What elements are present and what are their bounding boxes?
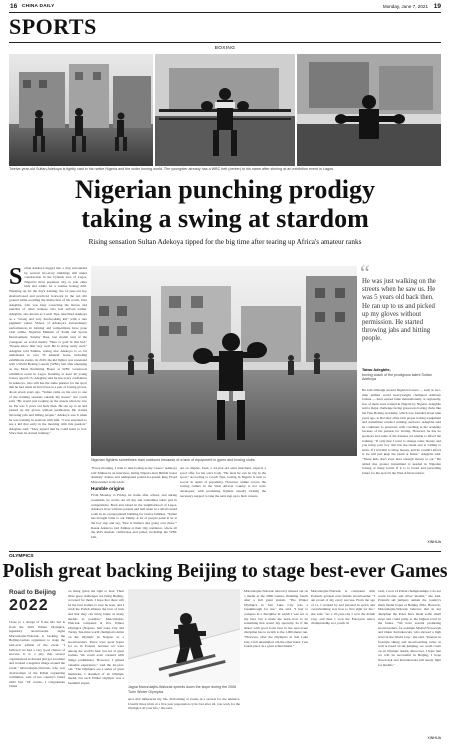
- main-article-col1-extension: [9, 458, 87, 542]
- second-article-col6: total, I won 14 Polish championships. I do not count bronze and silver medals," she said. Poland's ski jumpers remain the country's main medal hopes at Beijing 2022. However, Marczulajtis-Walczak believes that in her discipline the Poles have made some small steps and could jump to the highest level in the future. "We have several promising snowboarders, for example Michal Nowaczyk and Oskar Kwiatkowski, who showed a high level in the World Cup," she said. "Interest in freestyle skiing and snowboarding twins as well is based on ski jumping, we could count on an Olympic medal. Moreover, I hope that we will be successful in Beijing, I hope Nowaczyk and Kwiatkowski will surely fight for medals.": [378, 589, 441, 667]
- middle-photo-caption: Nigerian fighters sometimes train outdoors because of a lack of equipment in gyms and boxing clubs.: [91, 458, 256, 462]
- section-kicker: BOXING: [214, 46, 236, 51]
- main-article-col2a: "Every morning, I want to take boxing as my career," Adekoya told Xinhua in an interview, listing Nigeria-born British boxer Anthony Joshua and undisputed pound-for-pound king Floyd Mayweather as his idols.: [91, 466, 177, 484]
- issue-date: Monday, June 7, 2021: [382, 4, 428, 9]
- main-article-col1: [9, 266, 87, 456]
- section-title: SPORTS: [9, 14, 97, 39]
- second-headline: Polish great backing Beijing to stage best-ever Games: [2, 561, 448, 582]
- subheadline: Rising sensation Sultan Adekoya tipped for the big time after tearing up Africa's amateur ranks: [88, 238, 362, 246]
- header-rule: [9, 12, 441, 13]
- skier-photo: [128, 589, 240, 683]
- top-photo-training-ring: [9, 54, 441, 166]
- second-article-col1: Close to a charge of 8 the Mo Sul is from the 2022 Winter Olympics, legendary snowboarder Jagna Marczulajtis-Walczak is backing the Beijing-Games organizers to stage the best-ever edition of the event. "I believed we had a very good chance of success. It is a pity that several organizations in Poland just got excellent and worked a negative image around the event," Marczulajtis-Walczak, who was chairwoman of the Polish organizing committee, said of her country's failed 2022 bid. "Of course, I congratulate China: [9, 620, 65, 689]
- logo-line-1: Road to Beijing: [9, 589, 56, 596]
- main-article-col4: He said although several Nigerian boxers — such as two-time unified world heavyweight champion Anthony Joshua — have earned fame internationally or regionally, few of them were trained in Nigeria by Nigeria. Adegbite said a major challenge facing grassroots boxing clubs like his Tipa Boxing Academy, which was founded about nine years ago, is that they often lack proper boxing equipment and sometimes conduct training outdoors. Adegbite said he continues to persevere with coaching at his academy because of his passion for boxing. However, he has no sponsors and some of the trainees are unable to afford the training. "If only that I want to change some money and you bring your boy that has the talent and is willing to learn. If I tell him to bring money, and he couldn't afford it, he will just keep the talent at home," Adegbite said. "These kids don't even have enough money to eat." He added that greater investment is needed in Nigerian boxing at many levels if it is to breed and prevailing future for the sport in the West African nation.: [362, 388, 441, 475]
- skier-photo-caption: Jagna Marczulajtis-Walczak speeds down the slope during the 2006 Turin Winter Olympics.: [128, 685, 237, 694]
- logo-line-2: 2022: [9, 597, 49, 614]
- main-article-byline: XINHUA: [427, 540, 441, 544]
- pull-quote-text: He was just walking on the streets when he saw us. He was 5 years old back then. He ran up to us and picked up my gloves without permission. He started throwing jabs and hitting people.: [362, 278, 436, 343]
- second-article-col2: on being given the right to host. Their three great challenges are being Beijing-crowned for them. I hope that there will be the best Games to ever be seen, and I wish the Polish athletes the best of luck and that they can bring home as many medals as possible." Marczulajtis-Walczak competed at five Winter Olympics (Nagano, Salt Lake City and Turin). Ten-time world champion's debut on the Olympic in Nagano as a snowboarders. There were great hopes for us in Poland, because we were among the world's best, but not at great Games. We could even contend with things preliminary. However, I gained valuable experience," said the 42-year-old. "The Olympics are a series of great memories. I dreamed of an Olympic medal, but each Winter Olympic was a beautiful experi-: [68, 589, 124, 685]
- page-number-right: 19: [433, 3, 441, 10]
- second-section-label: OLYMPICS: [9, 554, 34, 559]
- section-rule: [9, 42, 441, 43]
- publication-name: CHINA DAILY: [22, 4, 55, 9]
- main-article-col1-text: ultan Adekoya lugged into a ring surrounded by several two-story buildings still under construction in the bylands area of Lagos, Nigeria's most populous city, to join other kids and adults for a routine boxing drill. Warming up for the day's training, the 12-year-old boy shadowboxed and practiced footwork in the red dirt ground while recalling the instruction of his coach, Tobi Adegbite, who was busy correcting the moves and punches of other trainees who had arrived earlier. Adegbite, also known as Coach Tipa, described Adekoya as a "strong and very hardworking kid" with a rare pugilistic talent. Videos of Adekoya's extraordinary performances in training and competitions have gone viral online. Nigerian Minister of Youth and Sports Development, Sunday Dare, last month said of the youngster on social media: "Here is gold in this kid." "People know him very well. He is doing really well," Adegbite told Xinhua, noting that Adekoya is so far undefeated in over 50 amateur bouts, including exhibitions events. In 2019, the kid fighter was presented with a World Boxing Council (WBC) belt after emerging as the Most Promising Boxer at WBC Grassroots exhibition event in Lagos featuring at least 40 young boxers aged 6-15. Adegbite said he has every confidence in Adekoya, who still has the same passion for the sport that he had when he first tried on a pair of boxing gloves, about seven years ago. "Sultan came on his own to one of the training sessions outside my house," the coach said. "He wasn't just looking on the streets when he saw us. He was 5 years old back then. He ran up to us and picked up my gloves without permission. He started throwing jabs and hitting people." Adekoya was 6 when he was training in sessions with him. "I was surprised to see a kid that early in the morning with this passion," Adegbite said. "They agreed that he could learn to box. Since then he started training.": [9, 266, 87, 436]
- middle-photo-outdoor-training: [91, 266, 357, 456]
- main-article-col2b: From Monday to Friday, he trains after school, and during weekends, he works out all day and sometimes takes part in competitions. Born and raised in the neighborhood of Lagos, Adekoya lives with his parents and half sister in a small rented room in an overpopulated building for twelve families. "Sultan has brought fame to our family. A lot of people point at us at the boy step and say, 'That is Sultan's dad going over there,'" Rasak Adekoya told Xinhua at their tiny residence, where all the kid's medals, certificates and prizes, including the WBC belt,: [91, 493, 177, 539]
- main-article-col2: [91, 466, 177, 542]
- second-section-rule: [9, 551, 441, 552]
- road-to-beijing-logo: [9, 589, 65, 617]
- top-photo-caption: Twelve-year-old Sultan Adekoya is tightly cast in his native Nigeria and the wider boxing world. The youngster already has a WBC belt (center) to his name after shining at an exhibition event in Lagos.: [9, 167, 335, 171]
- main-article-col3: are on display. Teen, a 44-year-old sales merchant, expects a good offer for his son's body. "He feels he can be big in the sport," According to Coach Tipa, boxing in Nigeria is next to soccer in terms of popularity. However, unlike soccer, the boxing culture in the West African country is not well-developed, with promising fighters usually lacking the necessary support to take the next step up to their careers.: [180, 466, 266, 498]
- headline-line-2: taking a swing at stardom: [81, 204, 369, 233]
- second-article-col5: Marczulajtis-Walczak is consistent with Poland's greatest ever female snowboarder. "I am proud of my every success. From the age of 11, I worked by and pursued in sports and overwhelming was how to first sight for me," she said. "As a 10-year-old, I won the Polish Cup, and then I won the European senior championship as a youth. In: [311, 589, 375, 626]
- page-number-left: 16: [10, 3, 18, 10]
- second-article-col4: Marczulajtis-Walczak narrowly missed out on a medal at the 2006 Games, finishing fourth after a full giant slalom. "The Winter Olympics in Salt Lake City was a breakthrough for me," she said. "I had to compete in a discipline in which I was not at my best, but it made me learn how to do something that wasn't my specialty. So if the skater with good form beat in the new-event discipline has to switch to the 1,000-meter run. "However, after the Olympics in Salt Lake City, I felt unsatisfied. On the other hand, I see fourth place as a great achievement.": [244, 589, 308, 649]
- second-article-col3: ence that influenced my life. Performing at events in a several for me athletics. Usually three trials of a five-year preparation cycle; but after all, you work for the Olympics all your life," she said.: [128, 697, 240, 711]
- drop-cap: S: [9, 264, 23, 290]
- headline-line-1: Nigerian punching prodigy: [74, 175, 376, 204]
- humble-origins-heading: Humble origins: [91, 486, 125, 492]
- second-article-byline: XINHUA: [427, 736, 441, 740]
- pull-quote-mark: “: [360, 260, 370, 285]
- pull-quote-attribution-name: Taiwo Adegbite,: [362, 368, 391, 372]
- pull-quote-attribution-role: boxing coach of the prodigious talent Sultan Adekoya: [362, 373, 432, 382]
